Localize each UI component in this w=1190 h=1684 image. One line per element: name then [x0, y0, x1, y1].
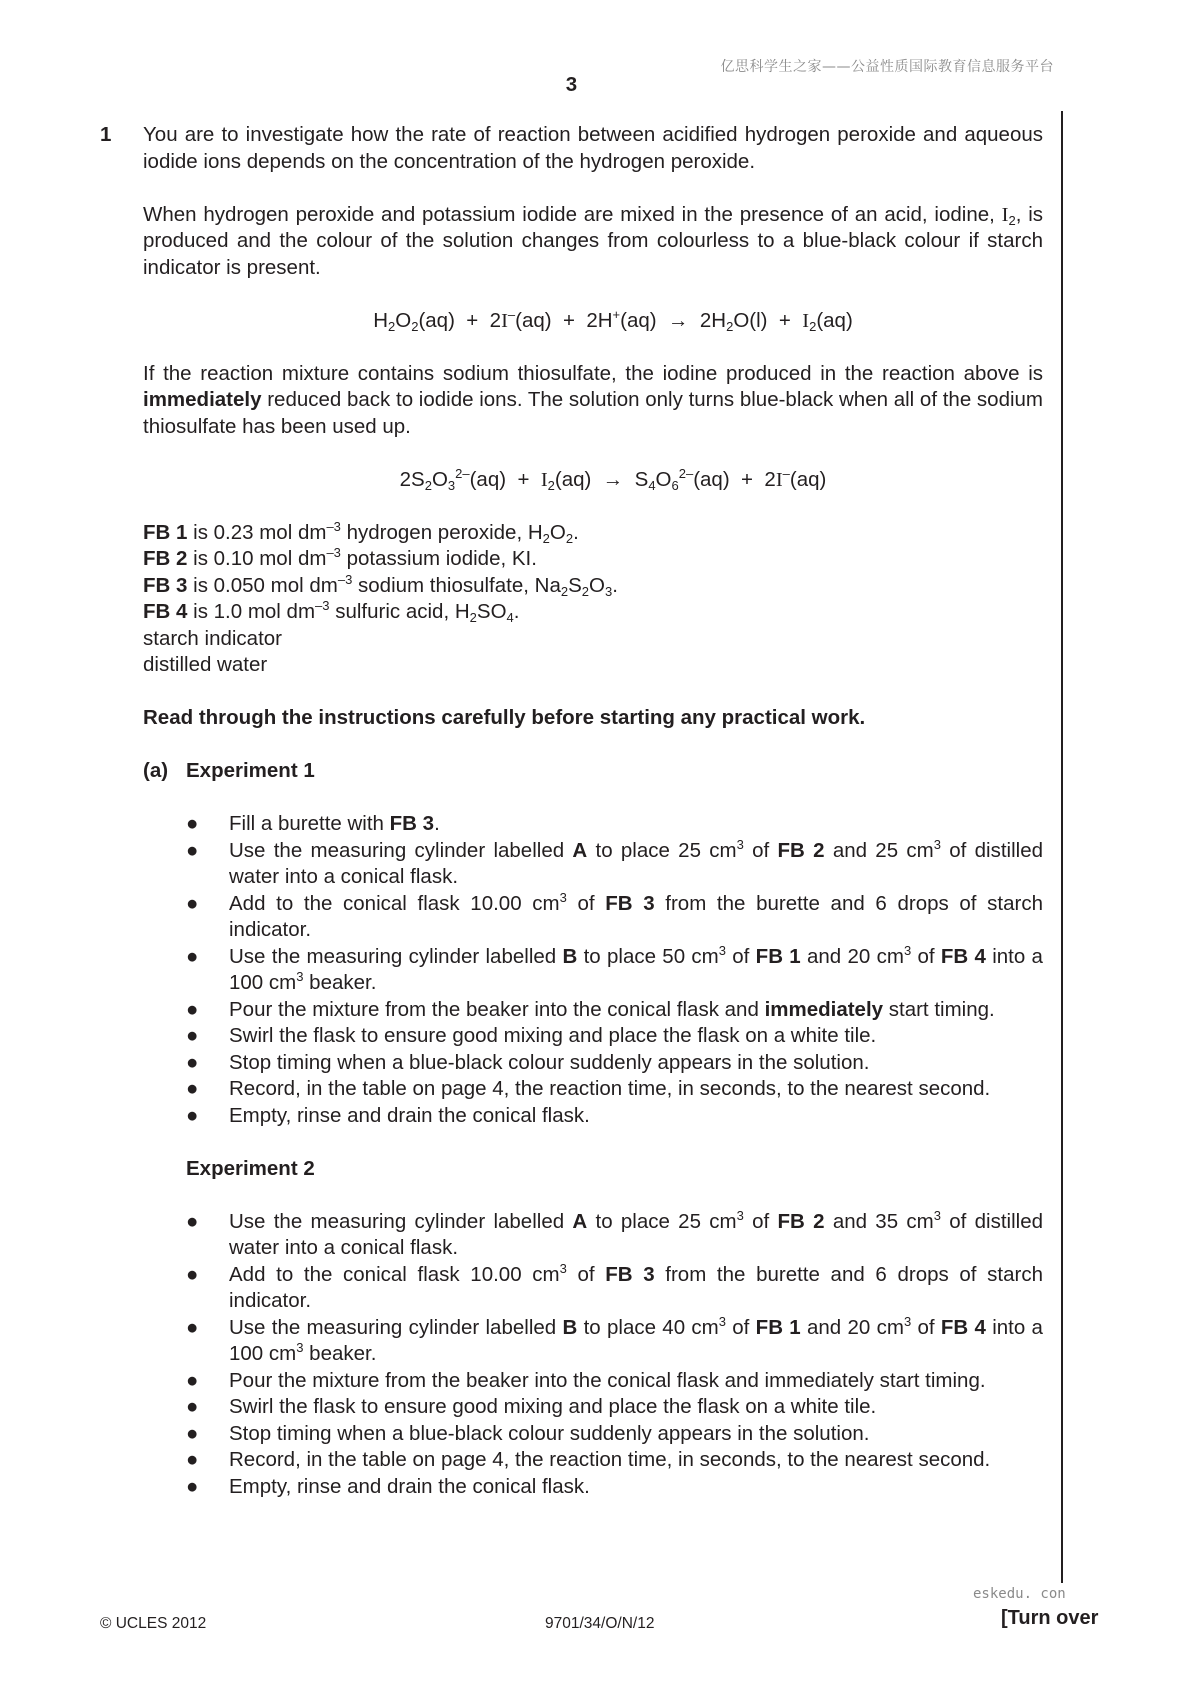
margin-rule	[1061, 111, 1063, 1583]
list-item: ● Fill a burette with FB 3.	[186, 812, 440, 835]
reagent-fb2: FB 2 is 0.10 mol $dm^{-3}$ potassium iodide, KI.	[143, 545, 537, 570]
page-number: 3	[565, 73, 578, 96]
footer-turn-over: [Turn over	[1001, 1607, 1099, 1629]
experiment-2-steps	[186, 1209, 1043, 1501]
instruction-note: Read through the instructions carefully before starting any practical work.	[143, 706, 866, 729]
reagent-starch: starch indicator	[143, 626, 283, 650]
reagent-fb3: FB 3 is 0.050 mol $dm^{-3}$ sodium thiosulfate, $Na_2S_2O_3$.	[143, 571, 618, 599]
list-item: ● Swirl the flask to ensure good mixing and place the flask on a white tile.	[186, 1024, 877, 1047]
reagent-fb1: FB 1 is 0.23 mol $dm^{-3}$ hydrogen peroxide, $H_2O_2$.	[143, 518, 579, 546]
list-item: ● Use the measuring cylinder labelled A to place 25 $cm^3$ of FB 2 and 25 $cm^3$ of distilled water into a conical flask.	[186, 836, 1044, 888]
list-item: ● Use the measuring cylinder labelled B to place 40 $cm^3$ of FB 1 and 20 $cm^3$ of FB 4 into a 100 $cm^3$ beaker.	[186, 1313, 1043, 1365]
list-item: ● Empty, rinse and drain the conical flask.	[186, 1474, 590, 1498]
footer-copyright: © UCLES 2012	[100, 1615, 207, 1632]
intro-paragraph-1: You are to investigate how the rate of reaction between acidified hydrogen peroxide and aqueous iodide ions depends on the concentration of the hydrogen peroxide.	[143, 123, 1043, 173]
list-item: ● Use the measuring cylinder labelled A to place 25 $cm^3$ of FB 2 and 35 $cm^3$ of distilled water into a conical flask.	[186, 1207, 1044, 1259]
question-body	[143, 122, 1043, 1500]
question-number: 1	[100, 123, 112, 146]
intro-paragraph-2: When hydrogen peroxide and potassium iodide are mixed in the presence of an acid, iodine, $I_2$, is produced and the colour of the solution changes from colourless to a blue-black colour if starch indicator is present.	[143, 202, 1043, 279]
list-item: ● Stop timing when a blue-black colour suddenly appears in the solution.	[186, 1050, 870, 1074]
list-item: ● Pour the mixture from the beaker into the conical flask and immediately start timing.	[186, 997, 995, 1021]
list-item: ● Stop timing when a blue-black colour suddenly appears in the solution.	[186, 1421, 870, 1445]
site-watermark: eskedu. con	[973, 1586, 1066, 1602]
experiment-1-steps	[186, 811, 1043, 1129]
list-item: ● Use the measuring cylinder labelled B to place 50 $cm^3$ of FB 1 and 20 $cm^3$ of FB 4 into a 100 $cm^3$ beaker.	[186, 942, 1043, 994]
reagent-fb4: FB 4 is 1.0 mol $dm^{-3}$ sulfuric acid, $H_2SO_4$.	[143, 598, 520, 625]
experiment-2-heading: Experiment 2	[186, 1156, 315, 1180]
list-item: ● Add to the conical flask 10.00 $cm^3$ of FB 3 from the burette and 6 drops of starch indicator.	[186, 889, 1043, 941]
list-item: ● Add to the conical flask 10.00 $cm^3$ of FB 3 from the burette and 6 drops of starch indicator.	[186, 1260, 1043, 1312]
list-item: ● Swirl the flask to ensure good mixing and place the flask on a white tile.	[186, 1395, 877, 1418]
footer-paper-code: 9701/34/O/N/12	[545, 1615, 655, 1632]
equation-1: $H_2O_2(aq) + 2I^-(aq) + 2H^+(aq) \to 2H_2O(l) + I_2(aq)$	[373, 306, 853, 334]
part-a-heading: (a) Experiment 1	[143, 759, 315, 782]
intro-paragraph-3: If the reaction mixture contains sodium thiosulfate, the iodine produced in the reaction above is immediately reduced back to iodide ions. The solution only turns blue-black when all of the sodium thiosulfate has been used up.	[143, 361, 1044, 438]
list-item: ● Record, in the table on page 4, the reaction time, in seconds, to the nearest second.	[186, 1448, 991, 1471]
equation-2: $2S_2O_3^{2-}(aq) + I_2(aq) \to S_4O_6^{2-}(aq) + 2I^-(aq)$	[399, 465, 827, 493]
list-item: ● Record, in the table on page 4, the reaction time, in seconds, to the nearest second.	[186, 1077, 991, 1100]
reagent-water: distilled water	[143, 653, 268, 676]
list-item: ● Pour the mixture from the beaker into the conical flask and immediately start timing.	[186, 1368, 986, 1392]
watermark-text: 亿思科学生之家——公益性质国际教育信息服务平台	[720, 59, 1054, 75]
list-item: ● Empty, rinse and drain the conical flask.	[186, 1103, 590, 1127]
